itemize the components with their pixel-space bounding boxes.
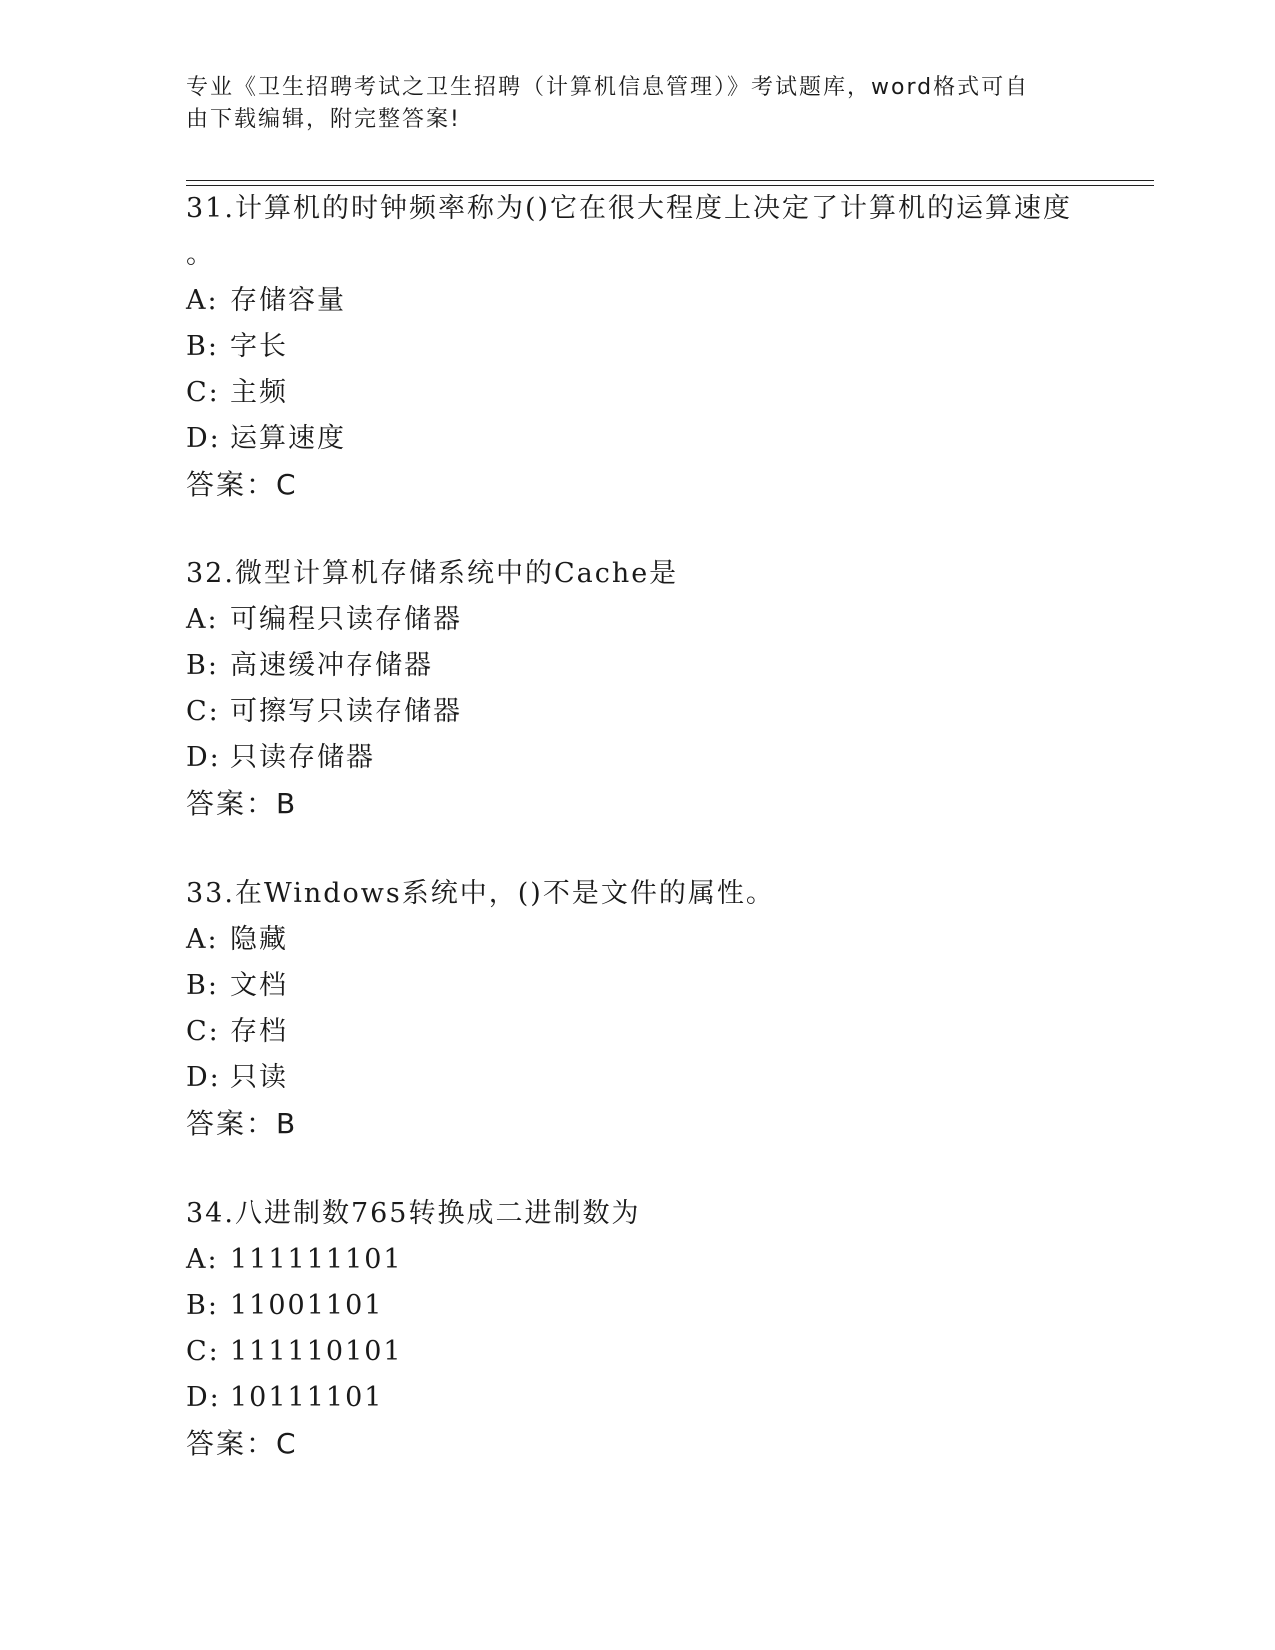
- option-key: C:: [186, 1016, 220, 1047]
- answer-label: 答案：C: [186, 468, 298, 501]
- option-text: 字长: [230, 331, 288, 362]
- option-c: [186, 370, 1086, 416]
- option-text: 主频: [230, 377, 288, 408]
- question-stem: 32.微型计算机存储系统中的Cache是: [186, 558, 679, 589]
- option-text: 运算速度: [230, 423, 346, 454]
- option-text: 可编程只读存储器: [230, 604, 462, 635]
- option-d: [186, 1375, 1086, 1421]
- option-d: [186, 416, 1086, 462]
- option-key: B:: [186, 1290, 219, 1321]
- option-text: 文档: [230, 970, 288, 1001]
- option-key: B:: [186, 331, 219, 362]
- option-text: 高速缓冲存储器: [230, 650, 433, 681]
- answer-label: 答案：B: [186, 1107, 298, 1140]
- header-divider-top: [186, 180, 1154, 181]
- option-text: 111111101: [230, 1244, 403, 1275]
- option-a: [186, 917, 1086, 963]
- option-text: 隐藏: [230, 924, 288, 955]
- option-text: 只读: [230, 1062, 288, 1093]
- option-key: A:: [186, 1244, 219, 1275]
- option-text: 111110101: [230, 1336, 403, 1367]
- option-text: 11001101: [230, 1290, 384, 1321]
- option-key: C:: [186, 1336, 220, 1367]
- option-key: B:: [186, 970, 219, 1001]
- question-32: [186, 551, 1086, 827]
- option-d: [186, 1055, 1086, 1101]
- option-key: C:: [186, 696, 220, 727]
- option-text: 存储容量: [230, 285, 346, 316]
- option-d: [186, 735, 1086, 781]
- option-a: [186, 278, 1086, 324]
- option-key: A:: [186, 604, 219, 635]
- question-stem: 34.八进制数765转换成二进制数为: [186, 1198, 641, 1229]
- option-key: D:: [186, 423, 221, 454]
- option-key: A:: [186, 285, 219, 316]
- option-b: [186, 324, 1086, 370]
- option-key: A:: [186, 924, 219, 955]
- question-stem-continuation: 。: [186, 239, 213, 270]
- question-stem: 33.在Windows系统中，()不是文件的属性。: [186, 878, 775, 909]
- option-key: D:: [186, 1062, 221, 1093]
- question-stem: 31.计算机的时钟频率称为()它在很大程度上决定了计算机的运算速度: [186, 193, 1073, 224]
- option-key: C:: [186, 377, 220, 408]
- option-b: [186, 1283, 1086, 1329]
- option-key: D:: [186, 1382, 221, 1413]
- document-header: [186, 72, 1066, 136]
- option-text: 只读存储器: [230, 742, 375, 773]
- option-b: [186, 963, 1086, 1009]
- answer-label: 答案：C: [186, 1427, 298, 1460]
- option-c: [186, 1009, 1086, 1055]
- option-a: [186, 597, 1086, 643]
- question-34: [186, 1191, 1086, 1467]
- option-b: [186, 643, 1086, 689]
- header-line-1: 专业《卫生招聘考试之卫生招聘（计算机信息管理）》考试题库，word格式可自: [186, 75, 1030, 100]
- header-line-2: 由下载编辑，附完整答案!: [186, 107, 461, 132]
- question-31: [186, 186, 1086, 508]
- option-key: D:: [186, 742, 221, 773]
- option-text: 存档: [230, 1016, 288, 1047]
- option-text: 可擦写只读存储器: [230, 696, 462, 727]
- option-c: [186, 689, 1086, 735]
- option-text: 10111101: [230, 1382, 384, 1413]
- option-c: [186, 1329, 1086, 1375]
- answer-label: 答案：B: [186, 787, 298, 820]
- option-a: [186, 1237, 1086, 1283]
- question-33: [186, 871, 1086, 1147]
- option-key: B:: [186, 650, 219, 681]
